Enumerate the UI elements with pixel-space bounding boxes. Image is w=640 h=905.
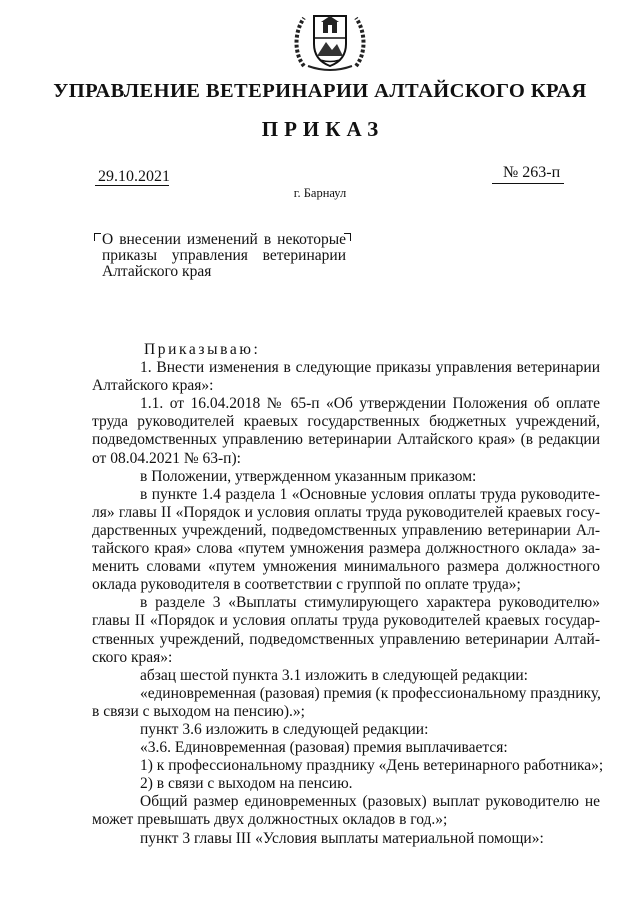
body-line: дарственных учреждений, подведомственных управлению ветеринарии Ал- bbox=[92, 521, 600, 539]
body-line: может превышать двух должностных окладов в год.»; bbox=[92, 811, 448, 829]
body-line: Алтайского края»: bbox=[92, 377, 214, 395]
subject-line: Алтайского края bbox=[102, 263, 212, 280]
body-line: ля» главы II «Порядок и условия оплаты труда руководителей краевых госу- bbox=[92, 503, 600, 521]
body-line: в разделе 3 «Выплаты стимулирующего характера руководителю» bbox=[140, 594, 600, 612]
order-number: № 263-п bbox=[503, 164, 561, 181]
city: г. Барнаул bbox=[293, 186, 347, 200]
body-line: главы II «Порядок и условия оплаты труда руководителей краевых государ- bbox=[92, 612, 600, 630]
subject-corner-left bbox=[94, 233, 101, 241]
body-line: 1. Внести изменения в следующие приказы управления ветеринарии bbox=[140, 359, 600, 377]
body-line: «единовременная (разовая) премия (к профессиональному празднику, bbox=[140, 684, 601, 702]
subject-line: приказы управления ветеринарии bbox=[102, 247, 346, 264]
body-line: в Положении, утвержденном указанным приказом: bbox=[140, 467, 477, 485]
body-line: 1.1. от 16.04.2018 № 65-п «Об утверждении Положения об оплате bbox=[140, 395, 600, 413]
number-underline bbox=[492, 183, 564, 184]
body-line: 2) в связи с выходом на пенсию. bbox=[140, 775, 353, 793]
order-subject bbox=[102, 232, 346, 280]
order-directive: Приказываю: bbox=[144, 341, 261, 358]
body-line: пункт 3.6 изложить в следующей редакции: bbox=[140, 720, 429, 738]
subject-line: О внесении изменений в некоторые bbox=[102, 231, 346, 248]
order-date: 29.10.2021 bbox=[98, 168, 170, 185]
body-line: менить словами «путем умножения минимального размера должностного bbox=[92, 558, 600, 576]
body-line: подведомственных управлению ветеринарии Алтайского края» (в редакции bbox=[92, 431, 600, 449]
body-line: ственных учреждений, подведомственных управлению ветеринарии Алтай- bbox=[92, 630, 600, 648]
body-line: труда руководителей краевых государственных бюджетных учреждений, bbox=[92, 413, 600, 431]
body-line: «3.6. Единовременная (разовая) премия выплачивается: bbox=[140, 739, 508, 757]
body-line: в пункте 1.4 раздела 1 «Основные условия оплаты труда руководите- bbox=[140, 485, 600, 503]
order-body bbox=[92, 341, 604, 848]
body-line: от 08.04.2021 № 63-п): bbox=[92, 449, 241, 467]
body-line: пункт 3 главы III «Условия выплаты материальной помощи»: bbox=[140, 829, 544, 847]
body-line: ского края»: bbox=[92, 648, 173, 666]
document-type: ПРИКАЗ bbox=[261, 117, 385, 141]
body-line: Общий размер единовременных (разовых) выплат руководителю не bbox=[140, 793, 600, 811]
coat-of-arms-icon bbox=[290, 8, 370, 74]
body-line: тайского края» слова «путем умножения размера должностного оклада» за- bbox=[92, 540, 600, 558]
body-line: абзац шестой пункта 3.1 изложить в следующей редакции: bbox=[140, 666, 528, 684]
body-line: оклада руководителя в соответствии с группой по оплате труда»; bbox=[92, 576, 521, 594]
agency-name: УПРАВЛЕНИЕ ВЕТЕРИНАРИИ АЛТАЙСКОГО КРАЯ bbox=[53, 80, 587, 102]
body-line: 1) к профессиональному празднику «День ветеринарного работника»; bbox=[140, 757, 604, 775]
body-line: в связи с выходом на пенсию).»; bbox=[92, 702, 305, 720]
